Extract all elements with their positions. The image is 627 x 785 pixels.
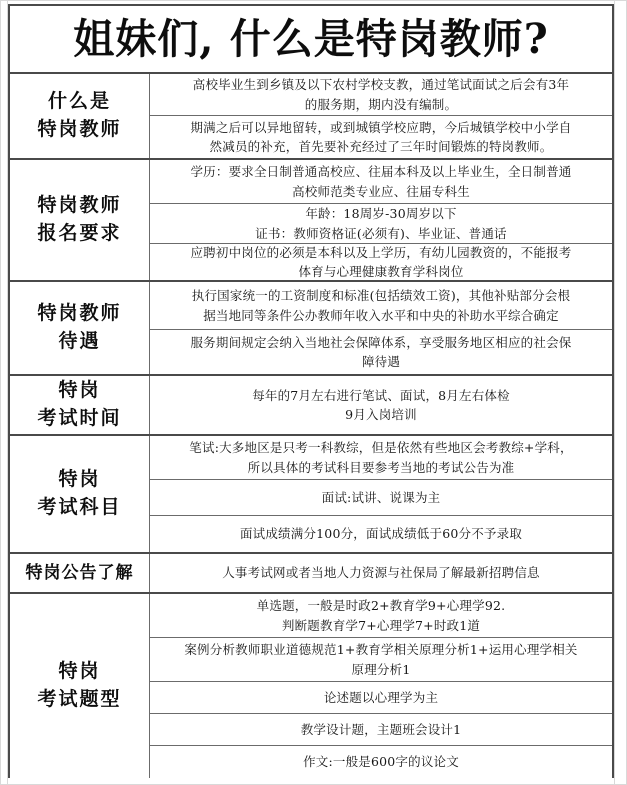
content-line: 高校师范类专业应、往届专科生	[292, 183, 470, 199]
special-post-teacher-table	[8, 4, 614, 778]
content-line: 每年的7月左右进行笔试、面试，8月左右体检	[252, 387, 510, 403]
section-label-line: 什么是	[47, 90, 111, 113]
content-sub-row	[150, 554, 612, 592]
content-line: 学历：要求全日制普通高校应、往届本科及以上毕业生，全日制普通	[190, 164, 572, 180]
content-line: 据当地同等条件公办教师年收入水平和中央的补助水平综合确定	[203, 307, 559, 323]
section-label-cell	[10, 554, 150, 592]
section-label-line: 特岗教师	[37, 194, 122, 217]
section-content-cell	[150, 436, 612, 552]
section-label-cell	[10, 160, 150, 280]
content-line: 面试成绩满分100分，面试成绩低于60分不予录取	[239, 526, 523, 542]
content-sub-row	[150, 436, 612, 480]
content-line: 的服务期，期内没有编制。	[304, 96, 458, 112]
section-content-cell	[150, 160, 612, 280]
section-label-line: 特岗公告了解	[25, 562, 134, 583]
content-line: 面试:试讲、说课为主	[321, 489, 441, 505]
content-line: 判断题教育学7+心理学7+时政1道	[281, 617, 481, 633]
content-sub-row	[150, 74, 612, 116]
section-label-line: 特岗教师	[37, 118, 122, 140]
content-line: 9月入岗培训	[345, 407, 417, 422]
content-sub-row	[150, 682, 612, 714]
content-line: 期满之后可以异地留转，或到城镇学校应聘，今后城镇学校中小学自	[190, 119, 572, 135]
section-label-line: 考试时间	[37, 407, 122, 429]
content-sub-row	[150, 330, 612, 374]
content-sub-row	[150, 116, 612, 158]
table-title-row	[10, 6, 612, 74]
content-sub-row	[150, 480, 612, 516]
content-line: 应聘初中岗位的必须是本科以及上学历，有幼儿园教资的，不能报考	[190, 244, 572, 260]
content-line: 然减员的补充，首先要补充经过了三年时间锻炼的特岗教师。	[209, 139, 553, 154]
section-label-line: 报名要求	[37, 222, 122, 244]
content-line: 作文:一般是600字的议论文	[303, 754, 459, 770]
section-label-line: 特岗	[58, 468, 101, 491]
section-label-line: 待遇	[58, 330, 101, 352]
content-line: 执行国家统一的工资制度和标准(包括绩效工资)，其他补贴部分会根	[191, 288, 571, 304]
section-content-cell	[150, 282, 612, 374]
content-line: 教学设计题，主题班会设计1	[300, 721, 462, 737]
content-sub-row	[150, 244, 612, 280]
section-label-line: 特岗教师	[37, 302, 122, 325]
section-content-cell	[150, 594, 612, 778]
content-sub-row	[150, 594, 612, 638]
content-sub-row	[150, 204, 612, 244]
section-content-cell	[150, 554, 612, 592]
table-body	[10, 74, 612, 778]
section-label-cell	[10, 282, 150, 374]
table-section	[10, 376, 612, 436]
section-label-line: 特岗	[58, 379, 101, 402]
content-line: 服务期间规定会纳入当地社会保障体系，享受服务地区相应的社会保	[190, 334, 572, 350]
page-title: 姐妹们, 什么是特岗教师?	[73, 14, 549, 63]
content-sub-row	[150, 282, 612, 330]
content-line: 高校毕业生到乡镇及以下农村学校支教，通过笔试面试之后会有3年	[192, 77, 570, 93]
section-content-cell	[150, 376, 612, 434]
section-label-line: 考试题型	[37, 688, 122, 710]
content-line: 笔试:大多地区是只考一科教综，但是依然有些地区会考教综+学科，	[189, 440, 573, 456]
section-label-cell	[10, 436, 150, 552]
content-sub-row	[150, 746, 612, 778]
section-content-cell	[150, 74, 612, 158]
content-line: 案例分析教师职业道德规范1+教育学相关原理分析1+运用心理学相关	[184, 642, 578, 658]
content-line: 原理分析1	[351, 661, 411, 677]
content-sub-row	[150, 376, 612, 434]
content-line: 人事考试网或者当地人力资源与社保局了解最新招聘信息	[222, 565, 540, 581]
content-line: 单选题，一般是时政2+教育学9+心理学92.	[256, 598, 506, 614]
table-section	[10, 436, 612, 554]
section-label-cell	[10, 594, 150, 778]
content-line: 证书：教师资格证(必须有)、毕业证、普通话	[255, 225, 507, 241]
section-label-cell	[10, 74, 150, 158]
content-line: 体育与心理健康教育学科岗位	[298, 264, 464, 279]
table-section	[10, 554, 612, 594]
table-section	[10, 594, 612, 778]
content-line: 障待遇	[361, 354, 401, 369]
content-sub-row	[150, 714, 612, 746]
table-section	[10, 160, 612, 282]
section-label-cell	[10, 376, 150, 434]
content-sub-row	[150, 638, 612, 682]
section-label-line: 特岗	[58, 660, 101, 683]
content-line: 论述题以心理学为主	[323, 689, 439, 705]
table-section	[10, 74, 612, 160]
section-label-line: 考试科目	[37, 496, 122, 518]
content-sub-row	[150, 160, 612, 204]
content-line: 所以具体的考试科目要参考当地的考试公告为准	[247, 459, 515, 475]
content-sub-row	[150, 516, 612, 552]
content-line: 年龄：18周岁-30周岁以下	[305, 206, 457, 222]
table-section	[10, 282, 612, 376]
